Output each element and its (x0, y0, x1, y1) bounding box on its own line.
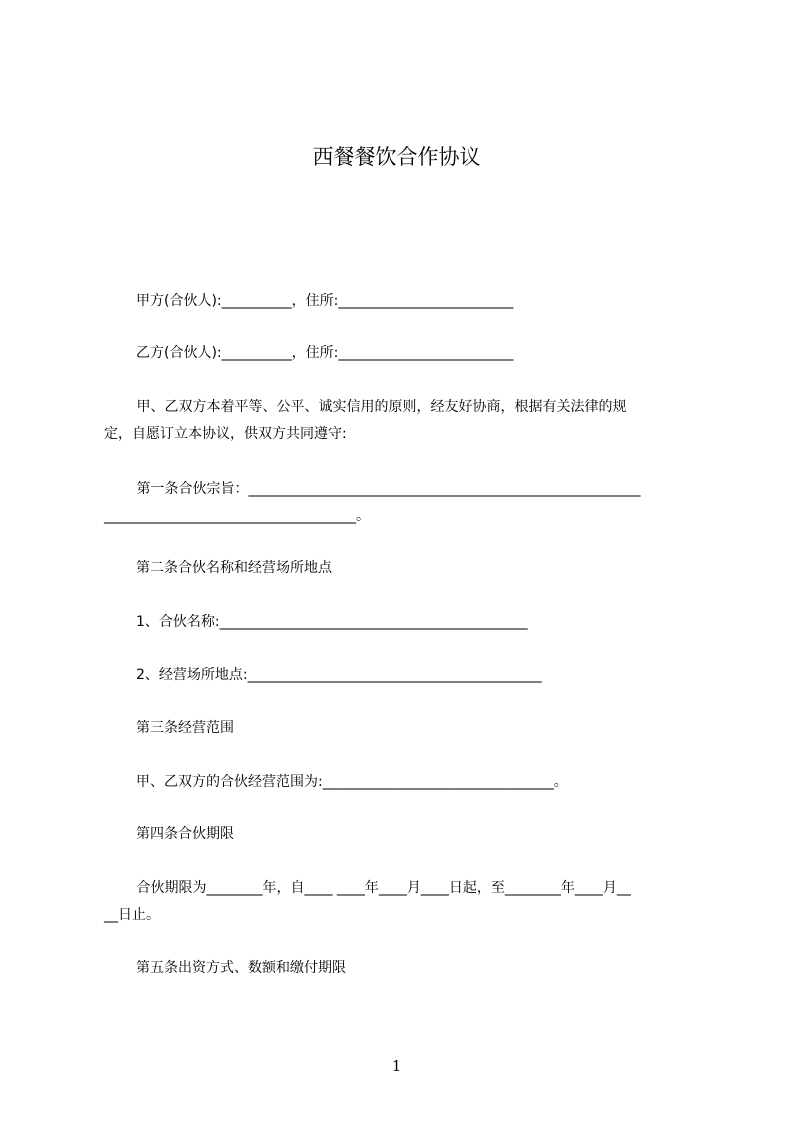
preamble-line-2: 定，自愿订立本协议，供双方共同遵守: (104, 426, 347, 442)
party-b-line: 乙方(合伙人):__________，住所:_________________________ (136, 345, 514, 361)
article-4-line-2: __日止。 (104, 907, 160, 923)
party-a-line: 甲方(合伙人):__________，住所:_________________________ (136, 293, 514, 309)
page-number: 1 (391, 1057, 402, 1075)
article-4-line-1: 合伙期限为________年，自____ ____年____月____日起，至________年____月__ (132, 880, 631, 896)
article-2-item-1: 1、合伙名称:____________________________________________ (136, 614, 528, 630)
document-title: 西餐餐饮合作协议 (312, 145, 481, 169)
article-3-body: 甲、乙双方的合伙经营范围为:_________________________________。 (136, 774, 568, 790)
article-4-heading: 第四条合伙期限 (136, 826, 234, 842)
article-5-heading: 第五条出资方式、数额和缴付期限 (136, 960, 346, 976)
preamble-line-1: 甲、乙双方本着平等、公平、诚实信用的原则，经友好协商，根据有关法律的规 (132, 399, 627, 415)
article-2-heading: 第二条合伙名称和经营场所地点 (136, 560, 332, 576)
article-1-line-2: ____________________________________。 (104, 508, 370, 524)
article-1-line-1: 第一条合伙宗旨：________________________________________________________ (132, 481, 641, 497)
article-2-item-2: 2、经营场所地点:__________________________________________ (136, 667, 542, 683)
article-3-heading: 第三条经营范围 (136, 720, 234, 736)
